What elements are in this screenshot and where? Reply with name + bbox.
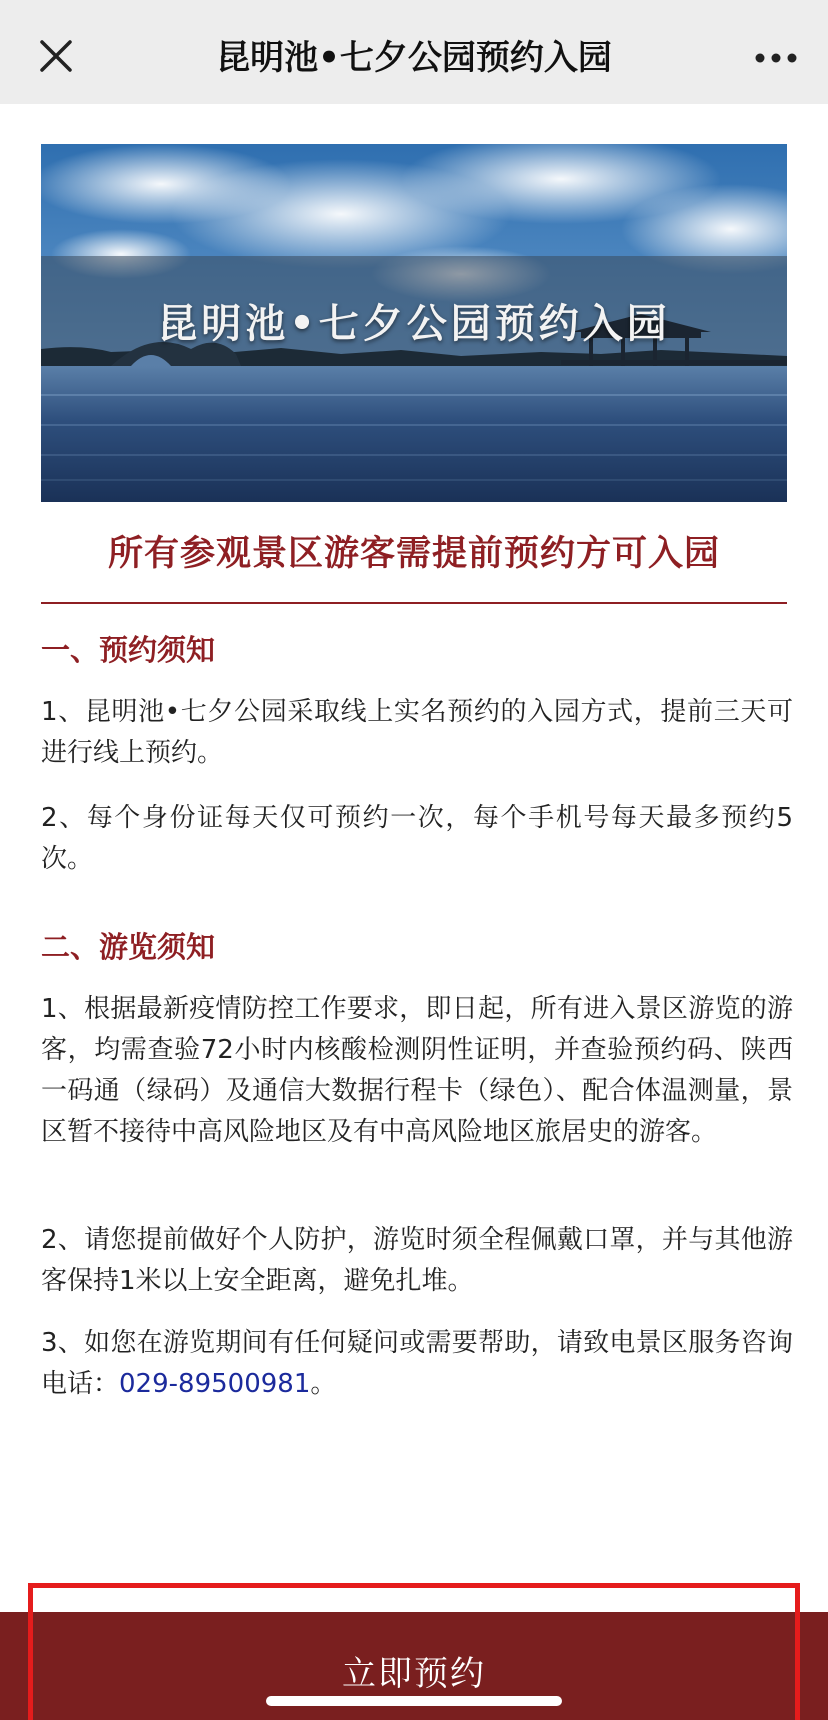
contact-suffix: 。 — [310, 1369, 337, 1399]
phone-link[interactable]: 029-89500981 — [119, 1369, 311, 1399]
section-heading-visit: 二、游览须知 — [41, 930, 216, 964]
contact-text: 3、如您在游览期间有任何疑问或需要帮助，请致电景区服务咨询电话： — [41, 1328, 793, 1399]
more-button[interactable] — [746, 32, 806, 84]
banner-title: 昆明池•七夕公园预约入园 — [157, 300, 671, 347]
banner-image — [41, 144, 787, 502]
page-title: 昆明池•七夕公园预约入园 — [216, 38, 612, 78]
headline: 所有参观景区游客需提前预约方可入园 — [107, 534, 720, 574]
close-icon — [39, 39, 73, 73]
paragraph: 1、根据最新疫情防控工作要求，即日起，所有进入景区游览的游客，均需查验72小时内核酸检测阴性证明，并查验预约码、陕西一码通（绿码）及通信大数据行程卡（绿色）、配合体温测量，景区暂不接待中高风险地区及有中高风险地区旅居史的游客。 — [41, 994, 793, 1147]
paragraph: 2、每个身份证每天仅可预约一次，每个手机号每天最多预约5次。 — [41, 803, 793, 874]
paragraph-contact — [41, 1323, 793, 1405]
more-dots-icon — [754, 52, 798, 64]
section-heading-reservation: 一、预约须知 — [41, 633, 216, 667]
paragraph: 1、昆明池•七夕公园采取线上实名预约的入园方式，提前三天可进行线上预约。 — [41, 697, 793, 768]
navbar — [0, 0, 828, 104]
divider — [41, 602, 787, 604]
close-button[interactable] — [30, 30, 82, 82]
reserve-button-label: 立即预约 — [342, 1654, 486, 1694]
home-indicator — [266, 1696, 562, 1706]
paragraph: 2、请您提前做好个人防护，游览时须全程佩戴口罩，并与其他游客保持1米以上安全距离，避免扎堆。 — [41, 1225, 793, 1296]
